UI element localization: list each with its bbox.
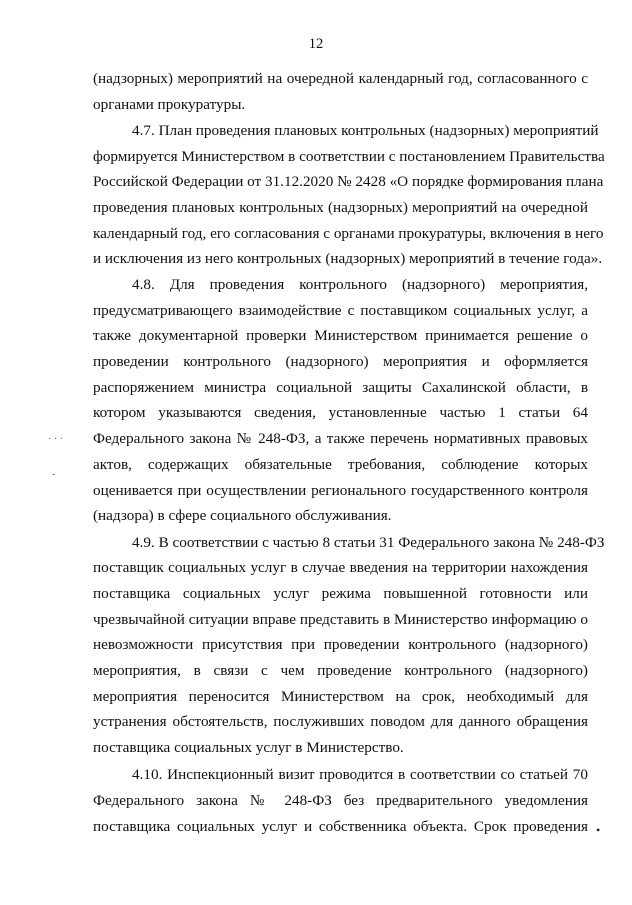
paragraph-4-8-line-1: 4.8. Для проведения контрольного (надзорного) мероприятия, [132, 276, 588, 293]
paragraph-1-line-2: органами прокуратуры. [93, 96, 246, 113]
scan-artifact-dots: · · · [48, 434, 63, 445]
paragraph-4-7-line-3: Российской Федерации от 31.12.2020 № 2428 «О порядке формирования плана [93, 173, 604, 190]
paragraph-4-9-line-7: мероприятия переносится Министерством на срок, необходимый для [93, 688, 588, 705]
paragraph-4-8-line-8: актов, содержащих обязательные требования, соблюдение которых [93, 456, 588, 473]
paragraph-4-9-line-3: поставщика социальных услуг режима повышенной готовности или [93, 585, 588, 602]
paragraph-4-8-line-10: (надзора) в сфере социального обслуживания. [93, 507, 392, 524]
paragraph-1-line-1: (надзорных) мероприятий на очередной календарный год, согласованного с [93, 70, 588, 87]
paragraph-4-8-line-4: проведении контрольного (надзорного) мероприятия и оформляется [93, 353, 588, 370]
paragraph-4-9-line-2: поставщик социальных услуг в случае введения на территории нахождения [93, 559, 588, 576]
paragraph-4-7-line-4: проведения плановых контрольных (надзорных) мероприятий на очередной [93, 199, 588, 216]
paragraph-4-7-line-5: календарный год, его согласования с органами прокуратуры, включения в него [93, 225, 604, 242]
paragraph-4-8-line-6: котором указываются сведения, установленные частью 1 статьи 64 [93, 404, 588, 421]
paragraph-4-9-line-8: устранения обстоятельств, послуживших поводом для данного обращения [93, 713, 588, 730]
paragraph-4-7-line-1: 4.7. План проведения плановых контрольных (надзорных) мероприятий [132, 122, 599, 139]
paragraph-4-9-line-1: 4.9. В соответствии с частью 8 статьи 31 Федерального закона № 248-ФЗ [132, 534, 605, 551]
paragraph-4-9-line-6: мероприятия, в связи с чем проведение контрольного (надзорного) [93, 662, 588, 679]
paragraph-4-8-line-3: также документарной проверки Министерством принимается решение о [93, 327, 588, 344]
page-number: 12 [308, 36, 324, 52]
paragraph-4-10-line-3: поставщика социальных услуг и собственника объекта. Срок проведения [93, 818, 588, 835]
paragraph-4-9-line-4: чрезвычайной ситуации вправе представить в Министерство информацию о [93, 611, 588, 628]
paragraph-4-8-line-2: предусматривающего взаимодействие с поставщиком социальных услуг, а [93, 302, 588, 319]
paragraph-4-7-line-2: формируется Министерством в соответствии с постановлением Правительства [93, 148, 605, 165]
paragraph-4-8-line-5: распоряжением министра социальной защиты Сахалинской области, в [93, 379, 588, 396]
paragraph-4-9-line-5: невозможности присутствия при проведении контрольного (надзорного) [93, 636, 588, 653]
paragraph-4-8-line-7: Федерального закона № 248-ФЗ, а также перечень нормативных правовых [93, 430, 588, 447]
paragraph-4-9-line-9: поставщика социальных услуг в Министерство. [93, 739, 404, 756]
paragraph-4-8-line-9: оценивается при осуществлении регионального государственного контроля [93, 482, 588, 499]
scan-artifact-mark: • [596, 823, 601, 837]
paragraph-4-7-line-6: и исключения из него контрольных (надзорных) мероприятий в течение года». [93, 250, 603, 267]
paragraph-4-10-line-2: Федерального закона № 248-ФЗ без предварительного уведомления [93, 792, 588, 809]
paragraph-4-10-line-1: 4.10. Инспекционный визит проводится в соответствии со статьей 70 [132, 766, 588, 783]
scan-artifact-dash: ‐ [52, 469, 56, 480]
